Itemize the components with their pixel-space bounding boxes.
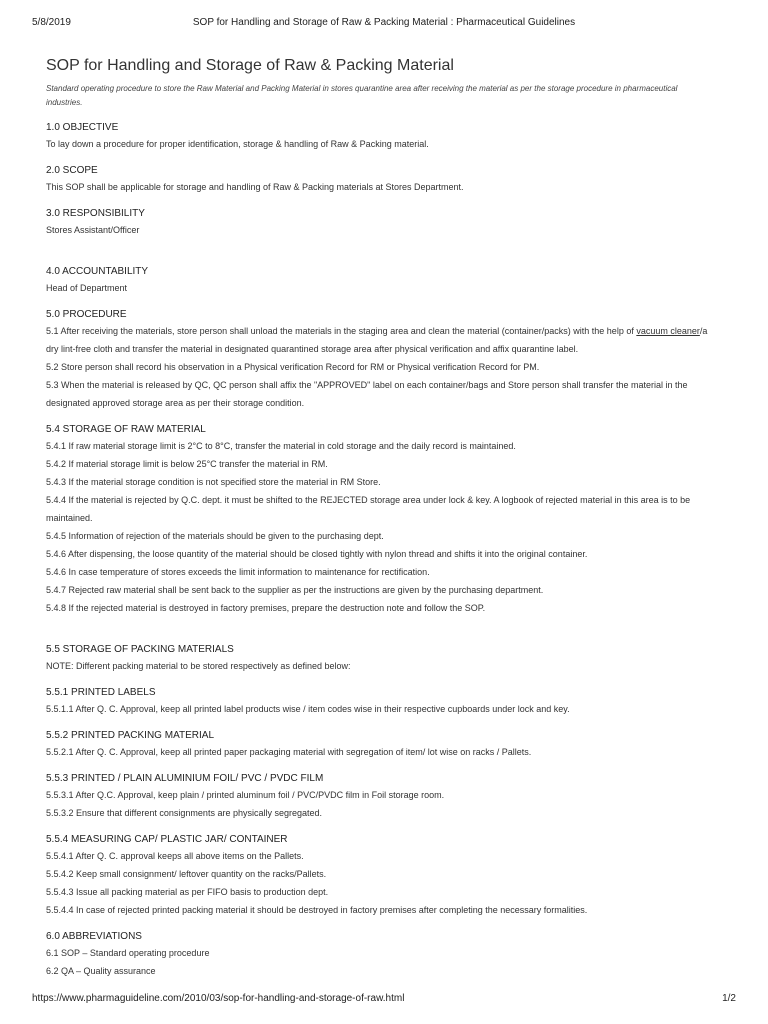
section-heading: 5.0 PROCEDURE bbox=[46, 309, 127, 320]
list-item: 5.4.4 If the material is rejected by Q.C. dept. it must be shifted to the REJECTED storage area under lock & key. A logbook of rejected material in this area is to be maintained. bbox=[46, 495, 691, 523]
section-heading: 1.0 OBJECTIVE bbox=[46, 122, 119, 133]
section-printed-labels bbox=[46, 686, 716, 718]
page-number: 1/2 bbox=[722, 993, 736, 1004]
section-objective bbox=[46, 121, 716, 153]
section-procedure bbox=[46, 308, 716, 412]
list-item: 5.4.2 If material storage limit is below 25°C transfer the material in RM. bbox=[46, 459, 328, 469]
section-text: Stores Assistant/Officer bbox=[46, 225, 140, 235]
section-scope bbox=[46, 164, 716, 196]
list-item: 5.5.1.1 After Q. C. Approval, keep all printed label products wise / item codes wise in their respective cupboards under lock and key. bbox=[46, 704, 570, 714]
list-item: 5.4.6 In case temperature of stores exceeds the limit information to maintenance for rectification. bbox=[46, 567, 430, 577]
list-item: 5.4.3 If the material storage condition is not specified store the material in RM Store. bbox=[46, 477, 381, 487]
section-abbreviations bbox=[46, 930, 716, 980]
section-printed-packing bbox=[46, 729, 716, 761]
section-packing-storage bbox=[46, 643, 716, 675]
section-heading: 5.5.4 MEASURING CAP/ PLASTIC JAR/ CONTAINER bbox=[46, 834, 288, 845]
list-item: 5.5.3.1 After Q.C. Approval, keep plain / printed aluminum foil / PVC/PVDC film in Foil storage room. bbox=[46, 790, 445, 800]
section-measuring-cap bbox=[46, 833, 716, 919]
vacuum-cleaner-link[interactable]: vacuum cleaner bbox=[636, 326, 700, 336]
document-title: SOP for Handling and Storage of Raw & Packing Material bbox=[46, 57, 454, 74]
list-item: 5.4.5 Information of rejection of the materials should be given to the purchasing dept. bbox=[46, 531, 384, 541]
section-heading: 5.4 STORAGE OF RAW MATERIAL bbox=[46, 424, 206, 435]
procedure-item bbox=[46, 322, 716, 358]
procedure-text: 5.1 After receiving the materials, store person shall unload the materials in the staging area and clean the material (container/packs) with the help of bbox=[46, 326, 637, 336]
section-heading: 6.0 ABBREVIATIONS bbox=[46, 931, 142, 942]
list-item: 5.4.1 If raw material storage limit is 2°C to 8°C, transfer the material in cold storage and the daily record is maintained. bbox=[46, 441, 516, 451]
section-heading: 4.0 ACCOUNTABILITY bbox=[46, 266, 149, 277]
list-item: 5.4.8 If the rejected material is destroyed in factory premises, prepare the destruction note and follow the SOP. bbox=[46, 603, 486, 613]
list-item: 5.4.6 After dispensing, the loose quantity of the material should be closed tightly with nylon thread and shifts it into the original container. bbox=[46, 549, 588, 559]
list-item: 5.5.4.3 Issue all packing material as per FIFO basis to production dept. bbox=[46, 887, 329, 897]
section-responsibility bbox=[46, 207, 716, 239]
section-heading: 5.5.1 PRINTED LABELS bbox=[46, 687, 156, 698]
list-item: 5.5.4.4 In case of rejected printed packing material it should be destroyed in factory premises after completing the necessary formalities. bbox=[46, 905, 588, 915]
document-body bbox=[46, 56, 716, 980]
list-item: 5.5.2.1 After Q. C. Approval, keep all printed paper packaging material with segregation of item/ lot wise on racks / Pallets. bbox=[46, 747, 532, 757]
section-raw-storage bbox=[46, 423, 716, 617]
section-note: NOTE: Different packing material to be stored respectively as defined below: bbox=[46, 661, 351, 671]
procedure-text: /a dry lint-free cloth and transfer the material in designated quarantined storage area after physical verification and affix quarantine label. bbox=[46, 326, 708, 354]
section-heading: 3.0 RESPONSIBILITY bbox=[46, 208, 145, 219]
print-url: https://www.pharmaguideline.com/2010/03/sop-for-handling-and-storage-of-raw.html bbox=[32, 993, 405, 1004]
section-heading: 2.0 SCOPE bbox=[46, 165, 98, 176]
section-heading: 5.5.3 PRINTED / PLAIN ALUMINIUM FOIL/ PVC / PVDC FILM bbox=[46, 773, 324, 784]
section-foil bbox=[46, 772, 716, 822]
section-heading: 5.5 STORAGE OF PACKING MATERIALS bbox=[46, 644, 234, 655]
list-item: 6.2 QA – Quality assurance bbox=[46, 966, 156, 976]
list-item: 6.1 SOP – Standard operating procedure bbox=[46, 948, 210, 958]
section-accountability bbox=[46, 265, 716, 297]
print-page-title: SOP for Handling and Storage of Raw & Packing Material : Pharmaceutical Guidelines bbox=[192, 17, 576, 28]
procedure-item: 5.3 When the material is released by QC, QC person shall affix the "APPROVED" label on each container/bags and Store person shall transfer the material in the designated approved storage area as per their storage condition. bbox=[46, 380, 688, 408]
section-text: This SOP shall be applicable for storage and handling of Raw & Packing materials at Stores Department. bbox=[46, 182, 464, 192]
list-item: 5.5.3.2 Ensure that different consignments are physically segregated. bbox=[46, 808, 322, 818]
section-text: To lay down a procedure for proper identification, storage & handling of Raw & Packing material. bbox=[46, 139, 429, 149]
section-heading: 5.5.2 PRINTED PACKING MATERIAL bbox=[46, 730, 215, 741]
list-item: 5.4.7 Rejected raw material shall be sent back to the supplier as per the instructions are given by the purchasing department. bbox=[46, 585, 544, 595]
section-text: Head of Department bbox=[46, 283, 128, 293]
list-item: 5.5.4.2 Keep small consignment/ leftover quantity on the racks/Pallets. bbox=[46, 869, 327, 879]
procedure-item: 5.2 Store person shall record his observation in a Physical verification Record for RM or Physical verification Record for PM. bbox=[46, 362, 540, 372]
document-intro: Standard operating procedure to store the Raw Material and Packing Material in stores quarantine area after receiving the material as per the storage procedure in pharmaceutical industries. bbox=[46, 84, 678, 107]
list-item: 5.5.4.1 After Q. C. approval keeps all above items on the Pallets. bbox=[46, 851, 304, 861]
print-date: 5/8/2019 bbox=[32, 17, 71, 28]
